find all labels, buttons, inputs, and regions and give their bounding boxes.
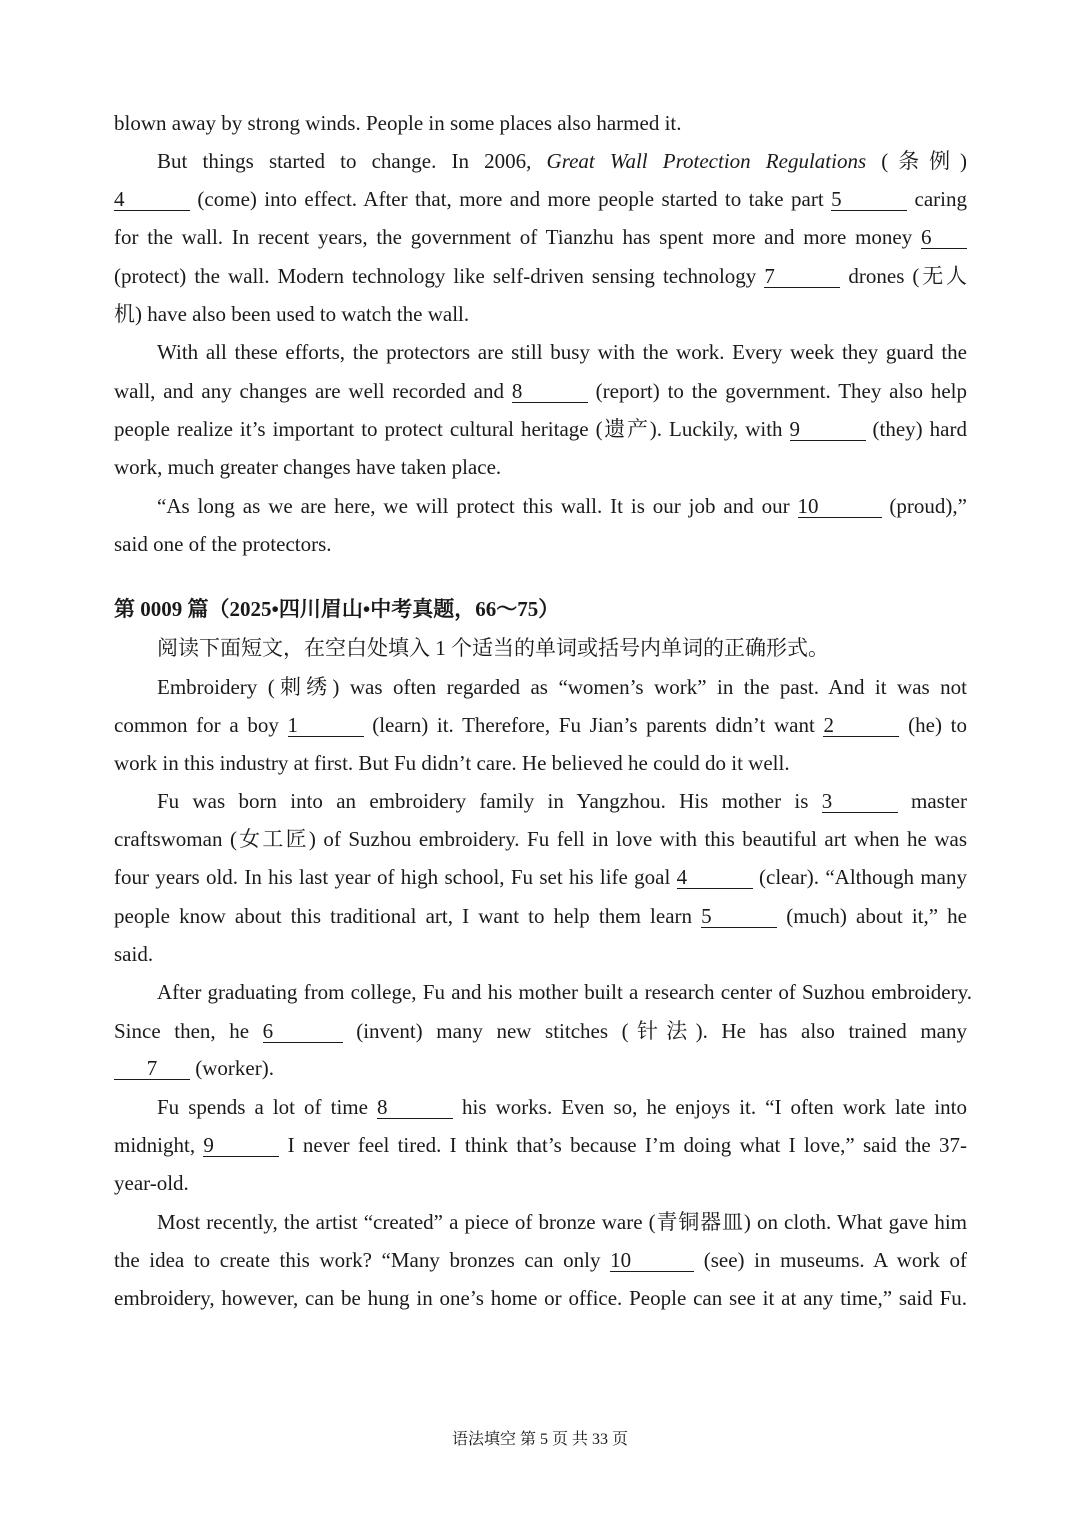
text-span: I never feel tired. I think that’s because I’m doing what I love,” said the 37- xyxy=(279,1133,967,1157)
text-line xyxy=(157,146,967,176)
blank-10: 10 xyxy=(610,1249,694,1272)
text-line xyxy=(114,529,967,559)
text-span: 阅读下面短文，在空白处填入 1 个适当的单词或括号内单词的正确形式。 xyxy=(157,636,829,660)
text-span: (he) to xyxy=(899,713,967,737)
text-line xyxy=(114,184,967,214)
text-line xyxy=(157,491,967,521)
text-line xyxy=(157,977,972,1007)
blank-1: 1 xyxy=(288,714,364,737)
text-line xyxy=(114,710,967,740)
text-span: (come) into effect. After that, more and more people started to take part xyxy=(190,187,832,211)
text-span: work in this industry at first. But Fu didn’t care. He believed he could do it well. xyxy=(114,751,790,775)
text-span: embroidery, however, can be hung in one’s home or office. People can see it at any time,” said Fu. xyxy=(114,1286,967,1310)
text-line xyxy=(114,1168,967,1198)
text-span: for the wall. In recent years, the government of Tianzhu has spent more and more money xyxy=(114,225,921,249)
text-span: (protect) the wall. Modern technology like self-driven sensing technology xyxy=(114,264,765,288)
text-span: (clear). “Although many xyxy=(752,865,967,889)
text-span: (worker). xyxy=(190,1056,274,1080)
text-span: the idea to create this work? “Many bronzes can only xyxy=(114,1248,611,1272)
text-span: master xyxy=(897,789,967,813)
text-span: (条例) xyxy=(866,149,967,173)
text-span: wall, and any changes are well recorded and xyxy=(114,379,512,403)
text-span: (they) hard xyxy=(865,417,967,441)
text-line xyxy=(114,222,967,252)
text-span: work, much greater changes have taken place. xyxy=(114,455,502,479)
blank-3: 3 xyxy=(822,790,898,813)
text-line xyxy=(114,824,967,854)
text-span: (report) to the government. They also help xyxy=(587,379,967,403)
text-line xyxy=(157,1092,967,1122)
blank-4: 4 xyxy=(114,188,190,211)
text-span: caring xyxy=(907,187,967,211)
text-line xyxy=(114,1283,967,1313)
text-span: said one of the protectors. xyxy=(114,532,332,556)
text-line xyxy=(114,414,967,444)
text-line xyxy=(157,786,967,816)
text-span: said. xyxy=(114,942,154,966)
blank-7: 7 xyxy=(114,1057,190,1080)
text-line xyxy=(114,901,967,931)
text-line xyxy=(114,1130,967,1160)
text-line xyxy=(114,376,967,406)
blank-5: 5 xyxy=(831,188,907,211)
text-span: craftswoman (女工匠) of Suzhou embroidery. Fu fell in love with this beautiful art when he was xyxy=(114,827,967,851)
text-span: four years old. In his last year of high school, Fu set his life goal xyxy=(114,865,677,889)
text-span: (learn) it. Therefore, Fu Jian’s parents didn’t want xyxy=(363,713,824,737)
italic-title: Great Wall Protection Regulations xyxy=(546,149,867,173)
blank-8: 8 xyxy=(512,380,588,403)
blank-10: 10 xyxy=(798,495,882,518)
instruction xyxy=(157,633,967,663)
text-span: year-old. xyxy=(114,1171,189,1195)
text-span: Fu spends a lot of time xyxy=(157,1095,377,1119)
text-line xyxy=(157,1207,967,1237)
text-span: blown away by strong winds. People in some places also harmed it. xyxy=(114,111,682,135)
text-line xyxy=(114,748,967,778)
text-line xyxy=(157,337,967,367)
text-span: Fu was born into an embroidery family in Yangzhou. His mother is xyxy=(157,789,822,813)
page-footer: 语法填空 第 5 页 共 33 页 xyxy=(451,1431,628,1448)
text-line xyxy=(114,108,967,138)
text-line xyxy=(114,939,967,969)
text-line xyxy=(157,672,967,702)
text-line xyxy=(114,1053,967,1083)
text-span: After graduating from college, Fu and his mother built a research center of Suzhou embroidery. xyxy=(157,980,972,1004)
text-span: midnight, xyxy=(114,1133,204,1157)
text-span: his works. Even so, he enjoys it. “I often work late into xyxy=(453,1095,968,1119)
text-span: people know about this traditional art, I want to help them learn xyxy=(114,904,702,928)
blank-4: 4 xyxy=(677,866,753,889)
text-line xyxy=(114,1016,967,1046)
text-span: (invent) many new stitches (针法). He has also trained many xyxy=(342,1019,967,1043)
blank-6: 6 xyxy=(263,1020,343,1043)
blank-5: 5 xyxy=(701,905,777,928)
text-span: Since then, he xyxy=(114,1019,263,1043)
text-line xyxy=(114,261,967,291)
blank-2: 2 xyxy=(823,714,899,737)
text-span: With all these efforts, the protectors are still busy with the work. Every week they guard the xyxy=(157,340,967,364)
text-span: drones (无人 xyxy=(840,264,967,288)
text-span: But things started to change. In 2006, xyxy=(157,149,547,173)
blank-9: 9 xyxy=(790,418,866,441)
blank-7: 7 xyxy=(764,265,840,288)
text-span: common for a boy xyxy=(114,713,288,737)
text-line xyxy=(114,299,967,329)
text-line xyxy=(114,1245,967,1275)
text-span: (see) in museums. A work of xyxy=(694,1248,967,1272)
blank-8: 8 xyxy=(377,1096,453,1119)
text-span: people realize it’s important to protect cultural heritage (遗产). Luckily, with xyxy=(114,417,790,441)
section-heading: 第 0009 篇（2025•四川眉山•中考真题，66～75） xyxy=(114,597,560,621)
text-line xyxy=(114,862,967,892)
text-span: Most recently, the artist “created” a piece of bronze ware (青铜器皿) on cloth. What gave him xyxy=(157,1210,967,1234)
text-span: Embroidery (刺绣) was often regarded as “women’s work” in the past. And it was not xyxy=(157,675,967,699)
text-span: (much) about it,” he xyxy=(777,904,968,928)
text-span: (proud),” xyxy=(881,494,967,518)
blank-6: 6 xyxy=(921,226,967,249)
text-span: 机) have also been used to watch the wall. xyxy=(114,302,470,326)
blank-9: 9 xyxy=(203,1134,279,1157)
text-line xyxy=(114,452,967,482)
text-span: “As long as we are here, we will protect this wall. It is our job and our xyxy=(157,494,798,518)
